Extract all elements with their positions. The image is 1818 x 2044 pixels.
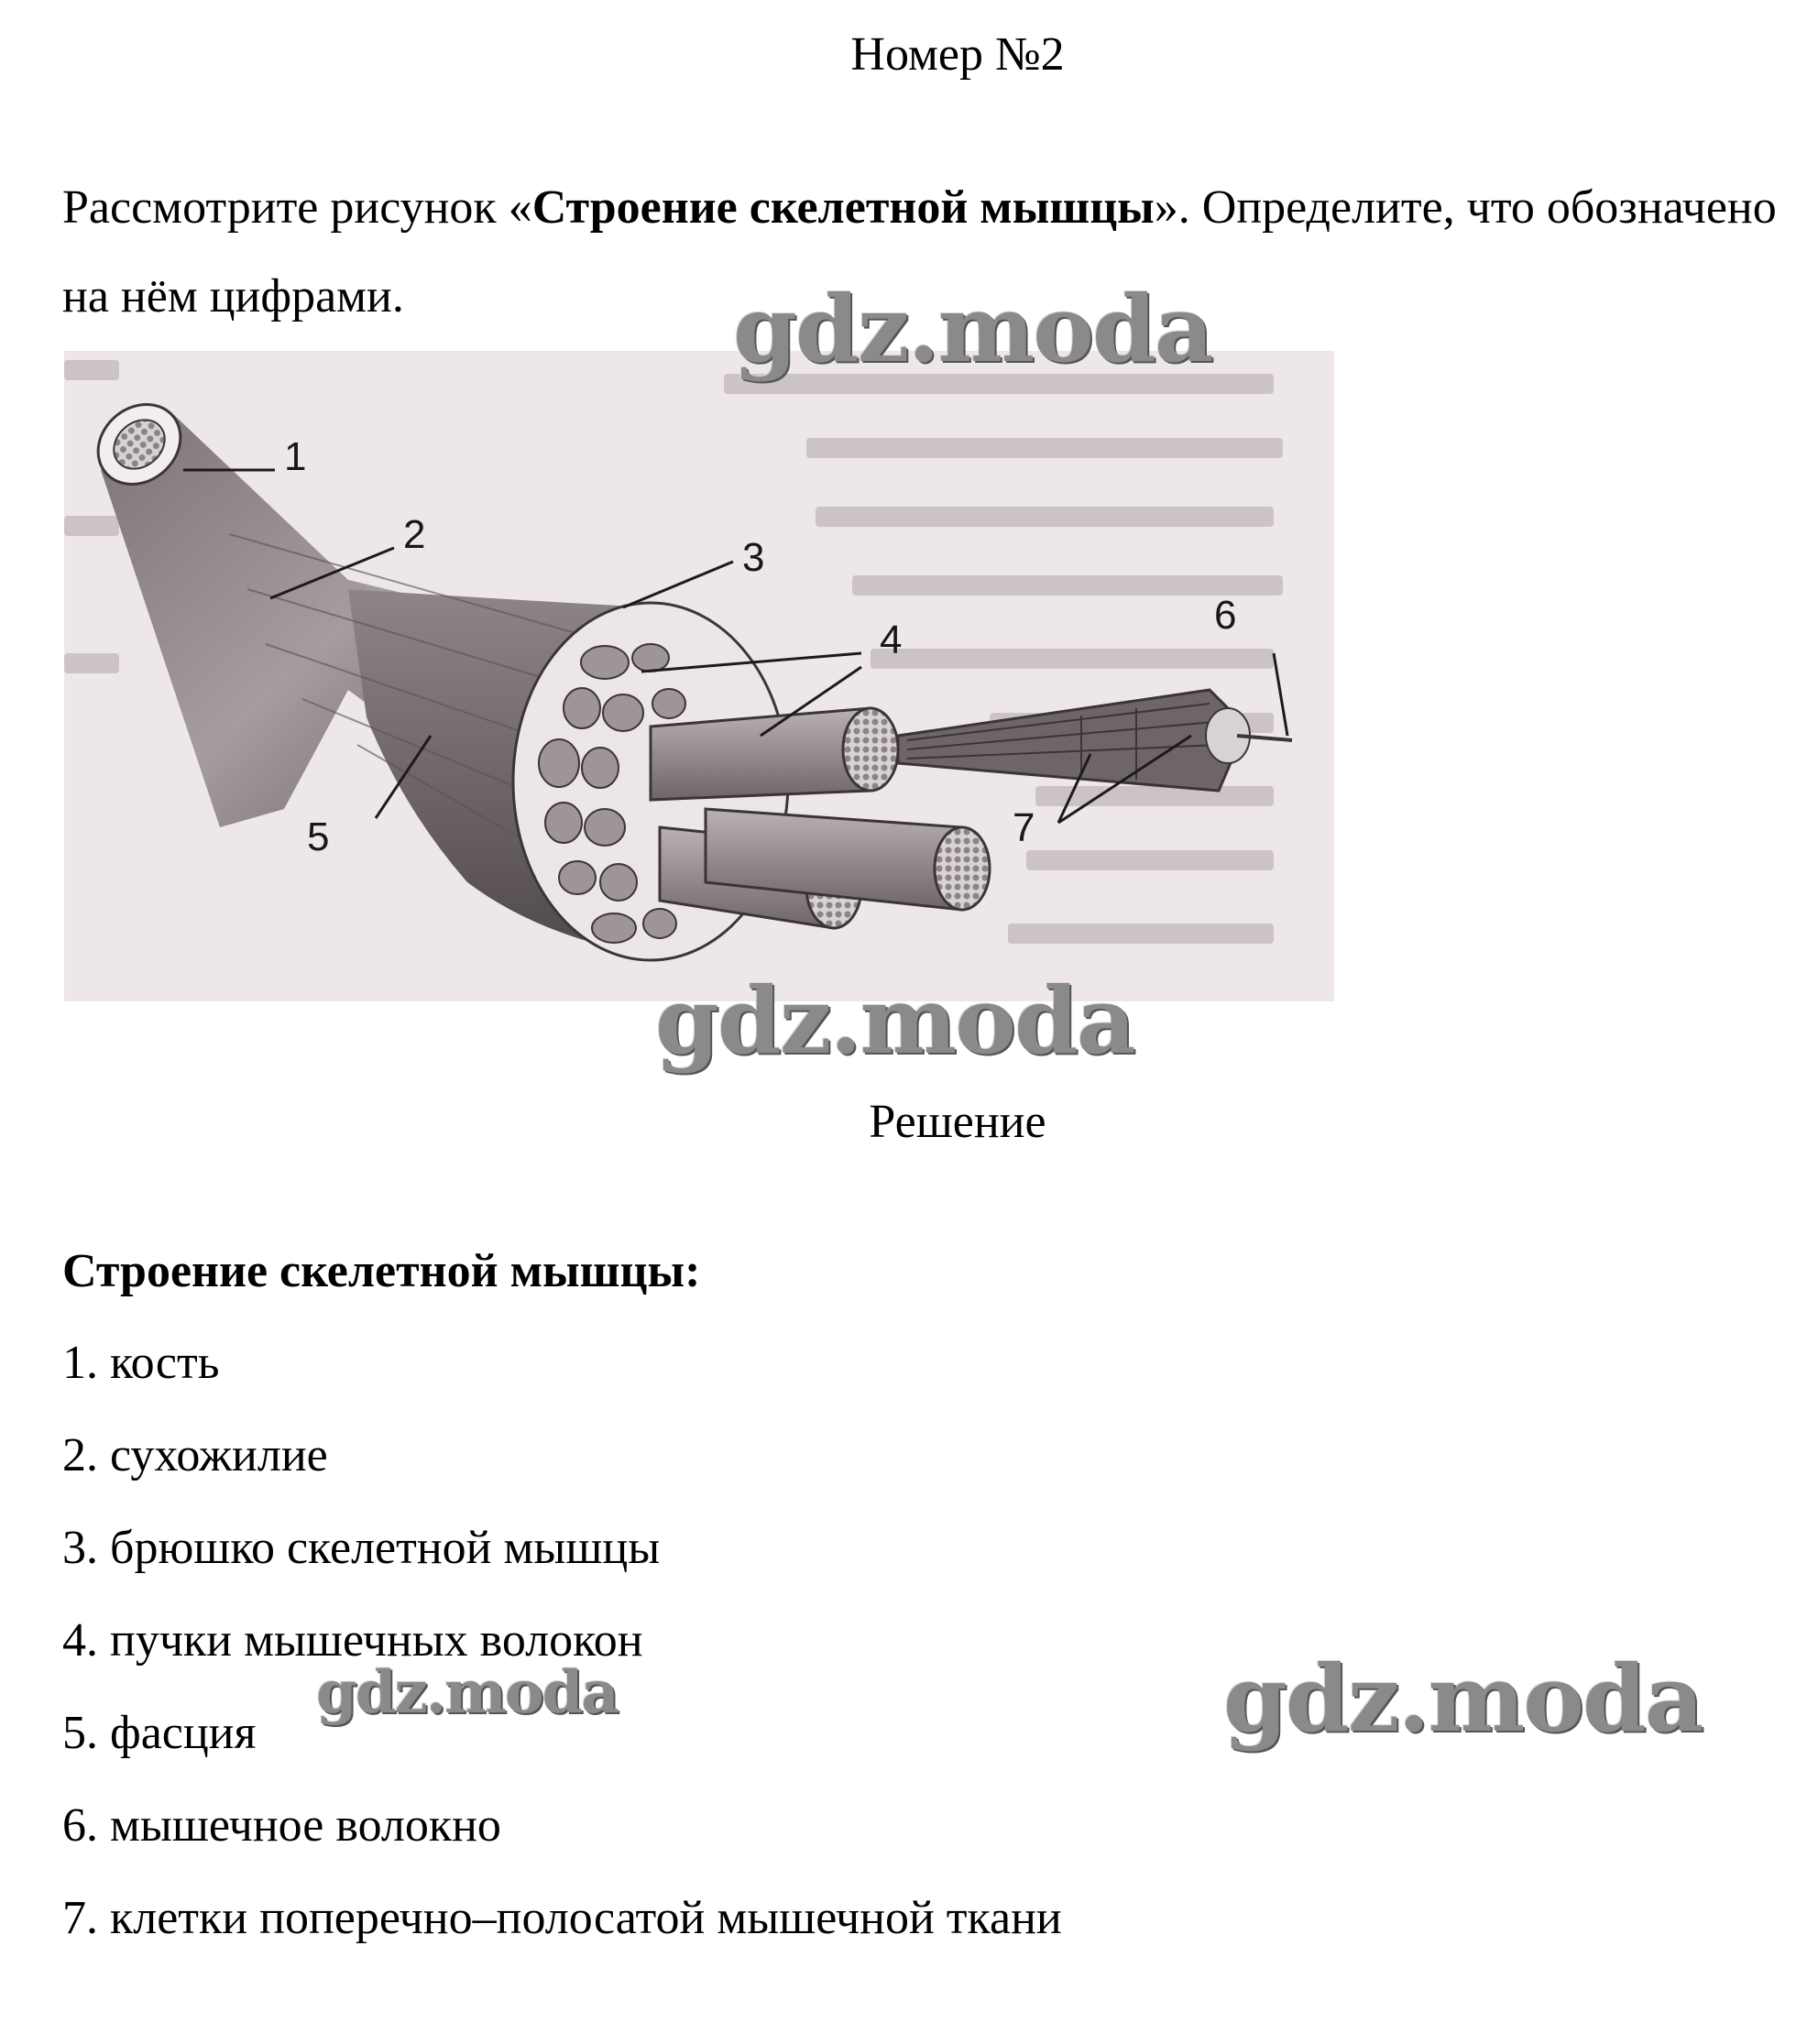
task-text-start: Рассмотрите рисунок « [62, 181, 532, 234]
watermark: gdz.moda [1223, 1645, 1703, 1753]
figure-label-7: 7 [1013, 805, 1035, 850]
watermark: gdz.moda [316, 1658, 618, 1727]
answer-item: 7. клетки поперечно–полосатой мышечной ткани [62, 1892, 1062, 1944]
muscle-structure-figure [64, 351, 1334, 1001]
answer-item: 2. сухожилие [62, 1429, 328, 1481]
answer-item: 4. пучки мышечных волокон [62, 1614, 643, 1667]
figure-label-2: 2 [403, 512, 426, 557]
figure-label-1: 1 [284, 434, 307, 479]
answer-item: 6. мышечное волокно [62, 1799, 501, 1852]
solution-label: Решение [869, 1096, 1046, 1148]
answer-item: 3. брюшко скелетной мышцы [62, 1522, 661, 1574]
figure-label-4: 4 [880, 618, 903, 662]
figure-label-3: 3 [742, 535, 765, 580]
watermark: gdz.moda [655, 967, 1134, 1075]
answer-list [62, 1327, 1062, 1974]
task-text-end: ». Определите, что обозначено на нём цифрами. [62, 181, 1777, 322]
task-figure-name: Строение скелетной мышцы [531, 181, 1155, 234]
watermark: gdz.moda [733, 275, 1212, 383]
answer-item: 5. фасция [62, 1707, 257, 1759]
figure-label-5: 5 [307, 814, 330, 859]
answer-heading: Строение скелетной мышцы: [62, 1245, 701, 1297]
figure-label-6: 6 [1214, 593, 1237, 638]
answer-item: 1. кость [62, 1337, 220, 1389]
page-title: Номер №2 [850, 28, 1065, 81]
